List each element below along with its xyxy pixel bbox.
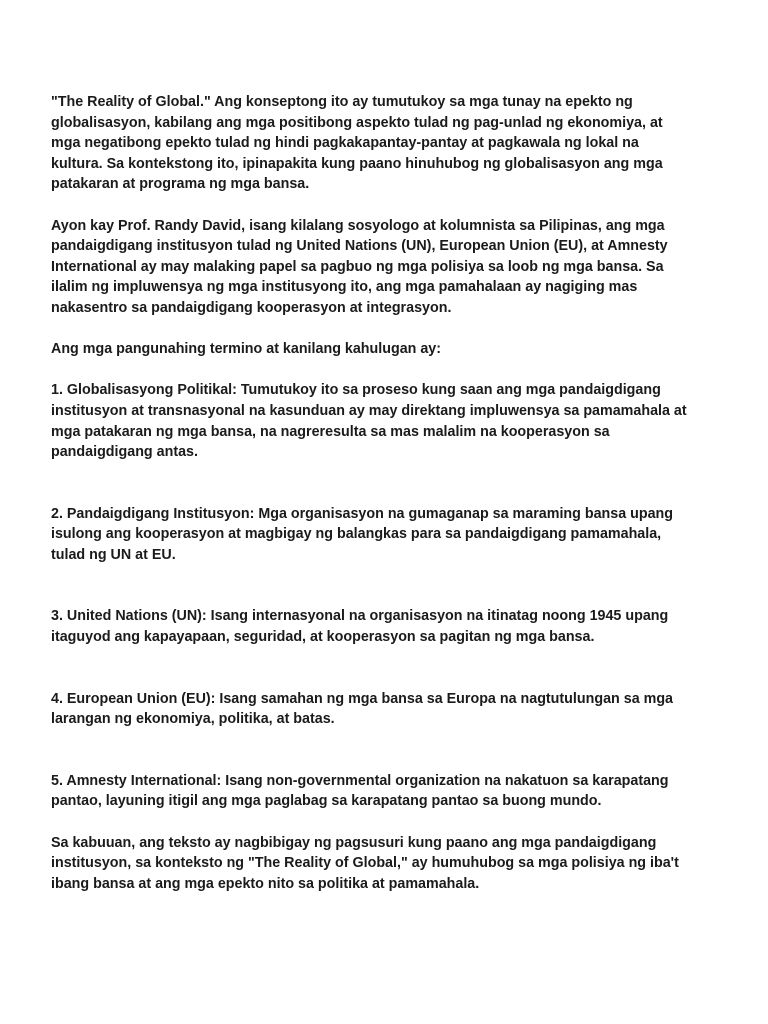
- text-line: kultura. Sa kontekstong ito, ipinapakita kung paano hinuhubog ng globalisasyon ang mga: [51, 155, 663, 172]
- text-line: globalisasyon, kabilang ang mga positibong aspekto tulad ng pag-unlad ng ekonomiya, at: [51, 114, 663, 131]
- text-line: mga patakaran ng mga bansa, na nagreresulta sa mas malalim na kooperasyon sa: [51, 423, 610, 440]
- text-line: institusyon at transnasyonal na kasunduan ay may direktang impluwensya sa pamamahala at: [51, 402, 687, 419]
- text-line: pantao, layuning itigil ang mga paglabag sa karapatang pantao sa buong mundo.: [51, 793, 602, 810]
- text-line: nakasentro sa pandaigdigang kooperasyon at integrasyon.: [51, 299, 452, 316]
- randy-david-paragraph: [51, 216, 741, 319]
- text-line: patakaran at programa ng mga bansa.: [51, 176, 310, 193]
- text-line: "The Reality of Global." Ang konseptong ito ay tumutukoy sa mga tunay na epekto ng: [51, 94, 633, 110]
- text-line: Ang mga pangunahing termino at kanilang kahulugan ay:: [51, 341, 442, 358]
- term-1-paragraph: [51, 380, 741, 462]
- text-line: Ayon kay Prof. Randy David, isang kilalang sosyologo at kolumnista sa Pilipinas, ang mga: [51, 217, 665, 234]
- term-2-paragraph: [51, 504, 741, 566]
- text-line: itaguyod ang kapayapaan, seguridad, at kooperasyon sa pagitan ng mga bansa.: [51, 629, 595, 646]
- text-line: institusyon, sa konteksto ng "The Reality of Global," ay humuhubog sa mga polisiya ng iba't: [51, 855, 679, 872]
- text-line: Sa kabuuan, ang teksto ay nagbibigay ng pagsusuri kung paano ang mga pandaigdigang: [51, 834, 657, 851]
- text-line: isulong ang kooperasyon at magbigay ng balangkas para sa pandaigdigang pamamahala,: [51, 526, 662, 543]
- text-line: ibang bansa at ang mga epekto nito sa politika at pamamahala.: [51, 875, 480, 892]
- text-line: pandaigdigang antas.: [51, 444, 198, 461]
- text-line: ilalim ng impluwensya ng mga institusyong ito, ang mga pamahalaan ay nagiging mas: [51, 279, 638, 296]
- term-4-paragraph: [51, 689, 741, 730]
- text-line: 3. United Nations (UN): Isang internasyonal na organisasyon na itinatag noong 1945 upang: [51, 608, 669, 625]
- text-line: 2. Pandaigdigang Institusyon: Mga organisasyon na gumaganap sa maraming bansa upang: [51, 505, 674, 522]
- conclusion-paragraph: [51, 833, 741, 895]
- document-body: [51, 92, 741, 894]
- terms-intro-paragraph: [51, 339, 741, 360]
- term-5-paragraph: [51, 771, 741, 812]
- text-line: 1. Globalisasyong Politikal: Tumutukoy ito sa proseso kung saan ang mga pandaigdigang: [51, 382, 661, 399]
- text-line: 5. Amnesty International: Isang non-governmental organization na nakatuon sa karapatang: [51, 772, 669, 789]
- text-line: International ay may malaking papel sa pagbuo ng mga polisiya sa loob ng mga bansa. Sa: [51, 258, 664, 275]
- text-line: pandaigdigang institusyon tulad ng United Nations (UN), European Union (EU), at Amnesty: [51, 238, 668, 255]
- text-line: 4. European Union (EU): Isang samahan ng mga bansa sa Europa na nagtutulungan sa mga: [51, 690, 674, 707]
- text-line: mga negatibong epekto tulad ng hindi pagkakapantay-pantay at pagkawala ng lokal na: [51, 135, 639, 152]
- text-line: tulad ng UN at EU.: [51, 546, 176, 563]
- text-line: larangan ng ekonomiya, politika, at batas.: [51, 711, 335, 728]
- term-3-paragraph: [51, 606, 741, 647]
- intro-paragraph: [51, 92, 741, 195]
